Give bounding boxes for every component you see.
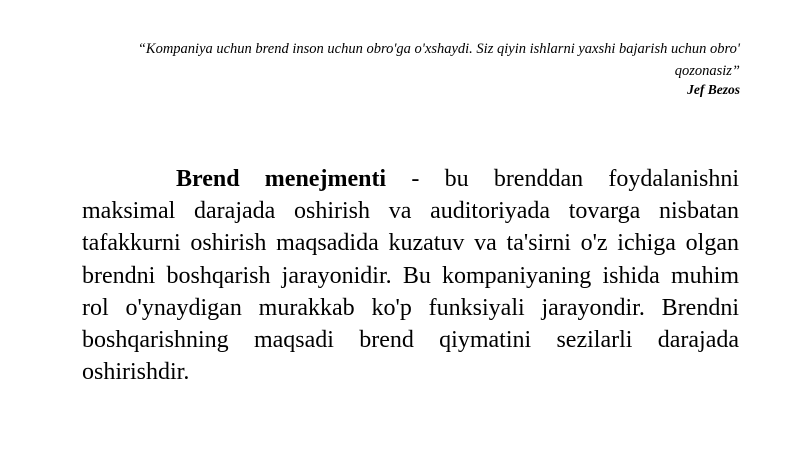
epigraph (80, 38, 740, 98)
definition-body: - bu brenddan foydalanishni maksimal darajada oshirish va auditoriyada tovarga nisbatan tafakkurni oshirish maqsadida kuzatuv va ta'sirni o'z ichiga olgan brendni boshqarish jarayonidir. Bu kompaniyaning ishida muhim rol o'ynaydigan murakkab ko'p funksiyali jarayondir. Brendni boshqarishning maqsadi brend qiymatini sezilarli darajada oshirishdir. (82, 166, 739, 386)
definition-term: Brend menejmenti (176, 166, 387, 192)
quote-text: “Kompaniya uchun brend inson uchun obro'ga o'xshaydi. Siz qiyin ishlarni yaxshi bajarish uchun obro' qozonasiz” (137, 41, 740, 79)
quote-author: Jef Bezos (687, 82, 740, 97)
definition-paragraph (82, 163, 739, 388)
